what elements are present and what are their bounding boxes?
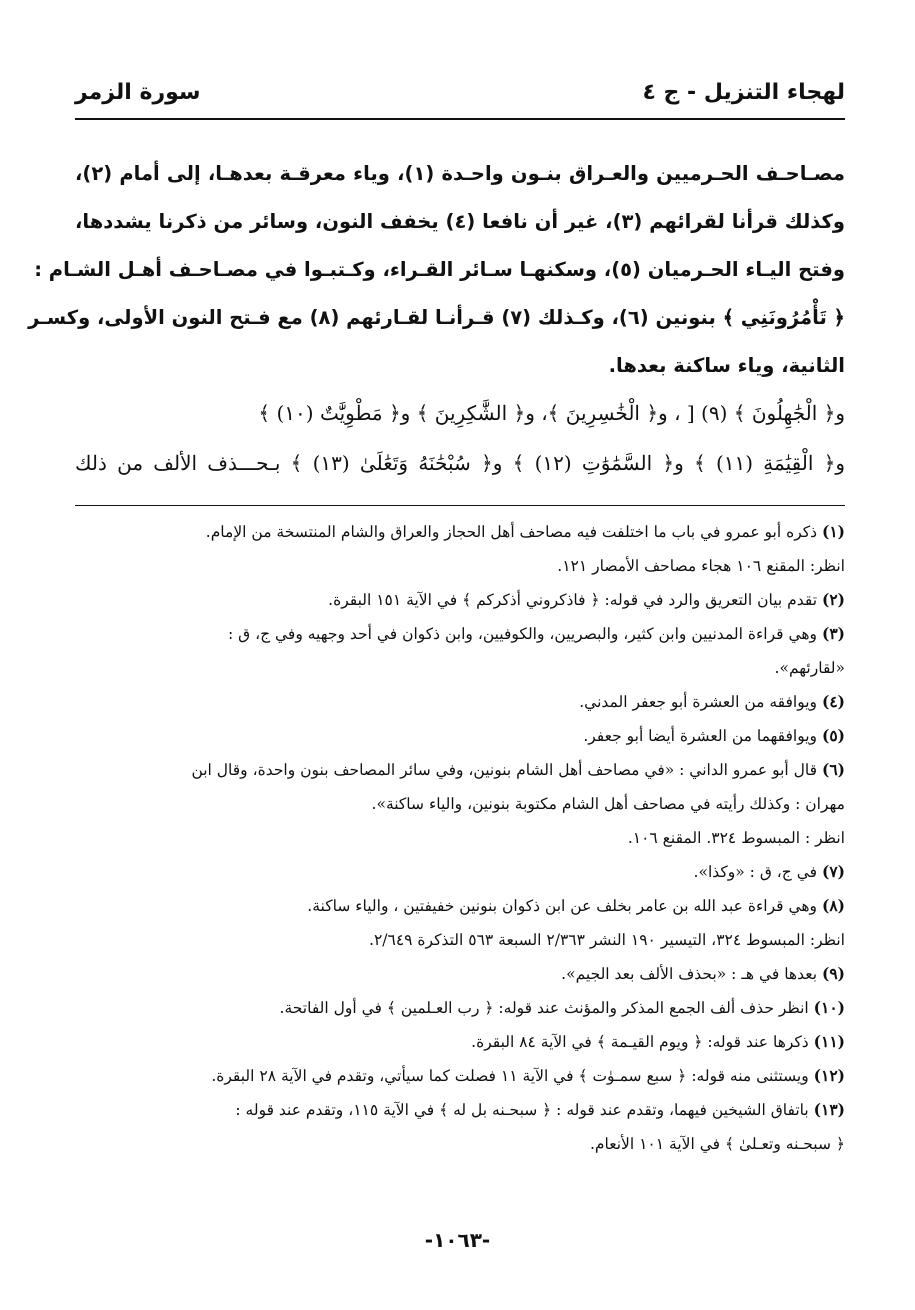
header-rule (75, 118, 845, 120)
footnote-separator (75, 505, 845, 506)
footnote-number: (٧) (821, 862, 845, 881)
footnote-text: ويستثنى منه قوله: ﴿ سبع سمـوٰت ﴾ في الآية ١١ فصلت كما سيأتي، وتقدم في الآية ٢٨ البقرة. (211, 1067, 809, 1085)
footnote-number: (٢) (821, 590, 845, 609)
footnote-text: انظر : المبسوط ٣٢٤. المقنع ١٠٦. (627, 829, 845, 847)
footnote-text: في ج، ق : «وكذا». (693, 863, 818, 881)
footnote-number: (٤) (821, 692, 845, 711)
book-title: لهجاء التنزيل - ج ٤ (642, 80, 845, 105)
footnote-number: (٣) (821, 624, 845, 643)
footnote (75, 957, 845, 991)
footnotes (75, 515, 845, 1161)
footnote (75, 583, 845, 617)
footnote-number: (١٣) (813, 1100, 845, 1119)
footnote (75, 889, 845, 957)
footnote (75, 515, 845, 583)
footnote-text: «لقارئهم». (774, 659, 845, 677)
quran-words-block (75, 388, 845, 488)
footnote (75, 617, 845, 685)
footnote-number: (٥) (821, 726, 845, 745)
footnote-text: وهي قراءة عبد الله بن عامر بخلف عن ابن ذكوان بنونين خفيفتين ، والياء ساكنة. (307, 897, 818, 915)
footnote-text: ذكره أبو عمرو في باب ما اختلفت فيه مصاحف أهل الحجاز والعراق والشام المنتسخة من الإمام. (205, 523, 818, 541)
footnote (75, 1025, 845, 1059)
page-header (75, 80, 845, 120)
footnote-text: تقدم بيان التعريق والرد في قوله: ﴿ فاذكروني أذكركم ﴾ في الآية ١٥١ البقرة. (328, 591, 818, 609)
verse-line: و﴿ الْقِيَٰمَةِ (١١) ﴾ و﴿ السَّمَٰوَٰتِ (١٢) ﴾ و﴿ سُبْحَٰنَهُ وَتَعَٰلَىٰ (١٣) ﴾ بـحـــذف الألف من ذلك (75, 451, 845, 475)
footnote-number: (٦) (821, 760, 845, 779)
footnote-number: (١٢) (813, 1066, 845, 1085)
footnote-text: ويوافقهما من العشرة أيضا أبو جعفر. (583, 727, 818, 745)
footnote-text: بعدها في هـ : «بحذف الألف بعد الجيم». (561, 965, 818, 983)
footnote-text: ويوافقه من العشرة أبو جعفر المدني. (579, 693, 818, 711)
footnote-number: (٩) (821, 964, 845, 983)
footnote-number: (١) (821, 522, 845, 541)
footnote-text: قال أبو عمرو الداني : «في مصاحف أهل الشام بنونين، وفي سائر المصاحف بنون واحدة، وقال ابن (191, 761, 818, 779)
footnote (75, 753, 845, 855)
main-line: ﴿ تَأْمُرُونَنِي ﴾ بنونين (٦)، وكـذلك (٧) قـرأنـا لقـارئهم (٨) مع فـتح النون الأولى، وكسـر (28, 306, 845, 329)
footnote-text: انظر حذف ألف الجمع المذكر والمؤنث عند قوله: ﴿ رب العـلمين ﴾ في أول الفاتحة. (279, 999, 809, 1017)
footnote (75, 719, 845, 753)
footnote (75, 685, 845, 719)
footnote (75, 1093, 845, 1161)
footnote-number: (١١) (813, 1032, 845, 1051)
footnote-text: وهي قراءة المدنيين وابن كثير، والبصريين، والكوفيين، وابن ذكوان في أحد وجهيه وفي ج، ق : (227, 625, 818, 643)
main-line: مصـاحـف الحـرميين والعـراق بنـون واحـدة (١)، وياء معرقـة بعدهـا، إلى أمام (٢)، (75, 162, 845, 185)
main-text (28, 150, 845, 390)
page-number: -١٠٦٣- (424, 1228, 491, 1252)
main-line: وكذلك قرأنا لقرائهم (٣)، غير أن نافعا (٤) يخفف النون، وسائر من ذكرنا يشددها، (75, 210, 845, 233)
footnote-number: (١٠) (813, 998, 845, 1017)
footnote (75, 991, 845, 1025)
footnote-number: (٨) (821, 896, 845, 915)
footnote (75, 1059, 845, 1093)
footnote-text: مهران : وكذلك رأيته في مصاحف أهل الشام مكتوبة بنونين، والياء ساكنة». (371, 795, 845, 813)
verse-line: و﴿ الْجَٰهِلُونَ ﴾ (٩) [ ، و﴿ الْخَٰسِرِينَ ﴾، و﴿ الشَّٰكِرِينَ ﴾ و﴿ مَطْوِيَّٰتٌ (١٠) ﴾ (258, 401, 845, 425)
footnote-text: باتفاق الشيخين فيهما، وتقدم عند قوله : ﴿ سبحـنه بل له ﴾ في الآية ١١٥، وتقدم عند قوله : (235, 1101, 809, 1119)
main-line: الثانية، وياء ساكنة بعدها. (608, 354, 845, 377)
footnote-text: انظر: المقنع ١٠٦ هجاء مصاحف الأمصار ١٢١. (557, 557, 845, 575)
footnote (75, 855, 845, 889)
footnote-text: انظر: المبسوط ٣٢٤، التيسير ١٩٠ النشر ٢/٣٦٣ السبعة ٥٦٣ التذكرة ٢/٦٤٩. (369, 931, 845, 949)
footnote-text: ذكرها عند قوله: ﴿ ويوم القيـمة ﴾ في الآية ٨٤ البقرة. (471, 1033, 809, 1051)
main-line: وفتح اليـاء الحـرميان (٥)، وسكنهـا سـائر القـراء، وكـتبـوا في مصـاحـف أهـل الشـام : (34, 258, 845, 281)
surah-name: سورة الزمر (75, 80, 201, 105)
footnote-text: ﴿ سبحـنه وتعـلىٰ ﴾ في الآية ١٠١ الأنعام. (589, 1135, 845, 1153)
